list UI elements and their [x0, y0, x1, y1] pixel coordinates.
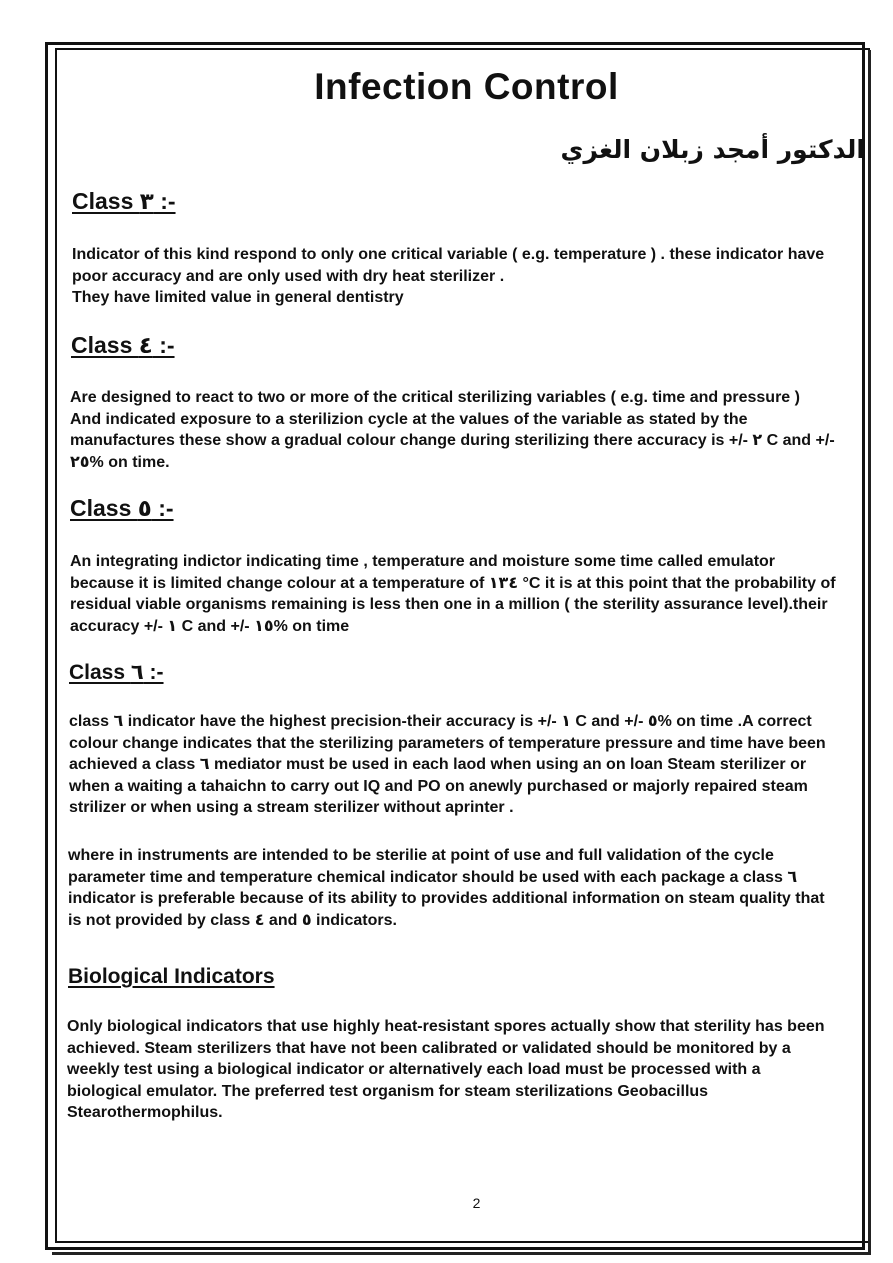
section-heading-class-6: Class ٦ :- — [69, 661, 164, 684]
section-heading-class-3: Class ٣ :- — [72, 188, 176, 214]
page-title: Infection Control — [314, 66, 619, 107]
section-heading-biological-indicators: Biological Indicators — [68, 965, 275, 988]
section-paragraph-class-6-b: where in instruments are intended to be sterilie at point of use and full validation of the cycle parameter time and temperature chemical indicator should be used with each package a class ٦ indicator is preferable because of its ability to provides additional information on steam quality that is not provided by class ٤ and ٥ indicators. — [68, 847, 825, 929]
section-paragraph-biological-indicators: Only biological indicators that use highly heat-resistant spores actually show that sterility has been achieved. Steam sterilizers that have not been calibrated or validated should be monitored by a weekly test using a biological indicator or alternatively each load must be processed with a biological emulator. The preferred test organism for steam sterilizations Geobacillus Stearothermophilus. — [67, 1018, 825, 1121]
section-paragraph-class-5: An integrating indictor indicating time , temperature and moisture some time called emulator because it is limited change colour at a temperature of ١٣٤ °C it is at this point that the probability of residual viable organisms remaining is less then one in a million ( the sterility assurance level).their accuracy +/- ١ C and +/- ١٥% on time — [70, 553, 836, 635]
section-heading-class-5: Class ٥ :- — [70, 495, 174, 521]
section-heading-class-4: Class ٤ :- — [71, 332, 175, 358]
section-paragraph-class-3: Indicator of this kind respond to only one critical variable ( e.g. temperature ) . these indicator have poor accuracy and are only used with dry heat sterilizer . They have limited value in general dentistry — [72, 246, 825, 306]
page-number: 2 — [472, 1195, 481, 1211]
author-name: الدكتور أمجد زبلان الغزي — [560, 135, 865, 164]
section-paragraph-class-6-a: class ٦ indicator have the highest precision-their accuracy is +/- ١ C and +/- ٥% on time .A correct colour change indicates that the sterilizing parameters of temperature pressure and time have been achieved a class ٦ mediator must be used in each laod when using an on loan Steam sterilizer or when a waiting a tahaichn to carry out IQ and PO on anewly purchased or majorly repaired steam strilizer or when using a stream sterilizer without aprinter . — [69, 713, 826, 816]
section-paragraph-class-4: Are designed to react to two or more of the critical sterilizing variables ( e.g. time and pressure ) And indicated exposure to a sterilizion cycle at the values of the variable as stated by the manufactures these show a gradual colour change during sterilizing there accuracy is +/- ٢ C and +/- ٢٥% on time. — [70, 389, 835, 471]
